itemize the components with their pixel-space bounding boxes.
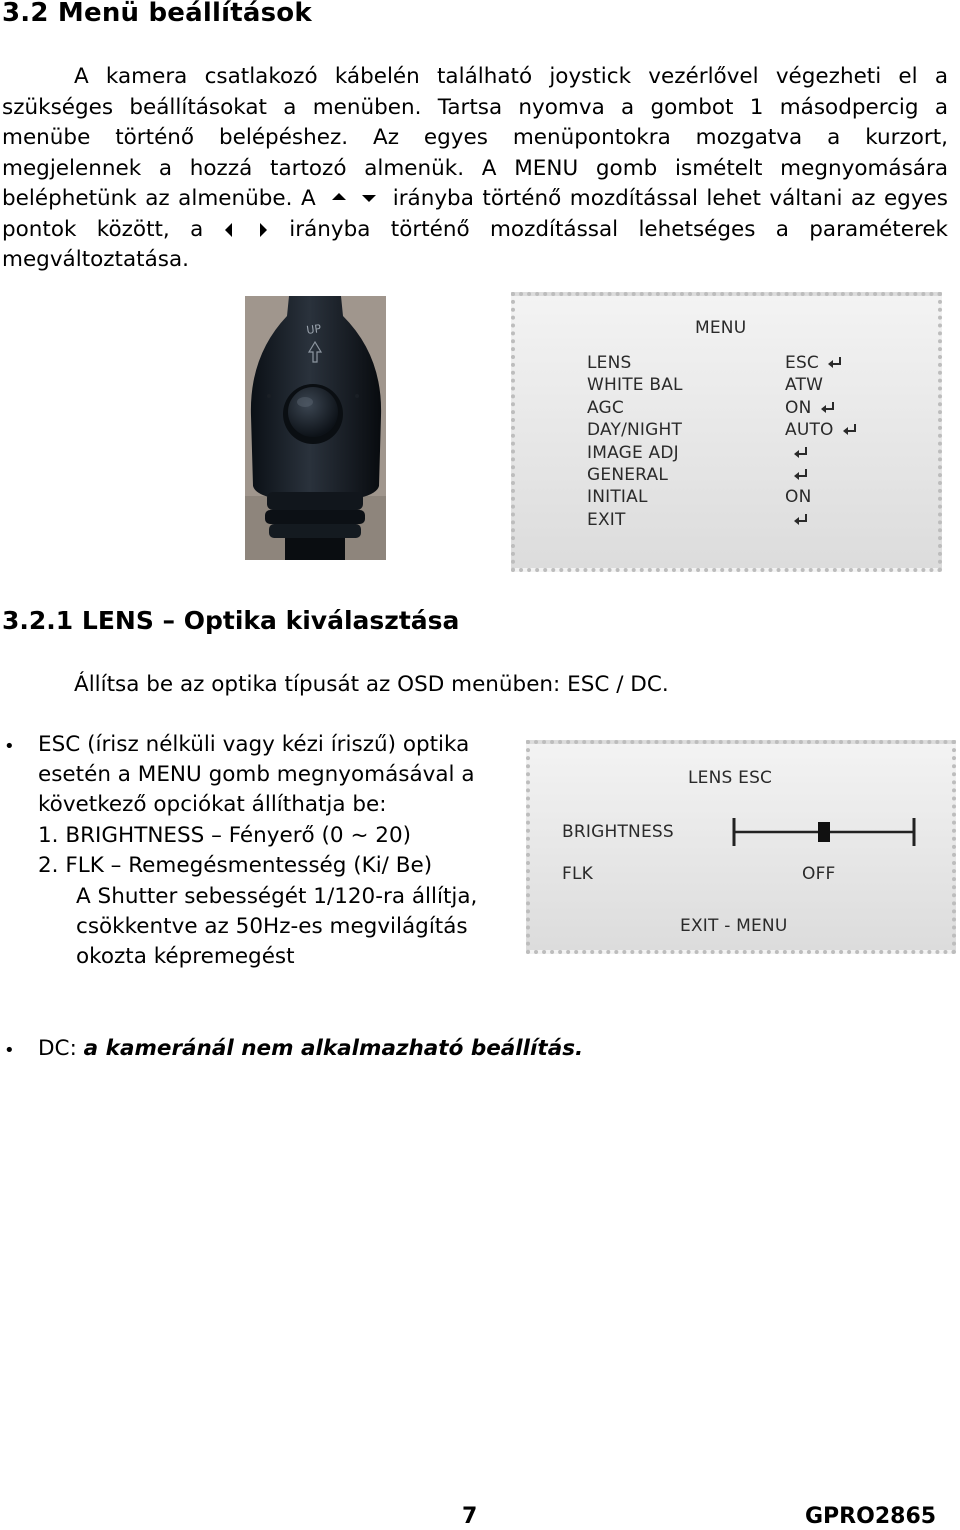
menu-item-value	[785, 420, 856, 440]
brightness-slider	[730, 814, 920, 850]
intro-text-2: irányba történő mozdítással lehet váltani az egyes pontok között, a	[2, 186, 948, 242]
menu-item-value-text: ON	[785, 487, 812, 508]
slider-thumb	[818, 822, 830, 842]
menu-item-label: GENERAL	[587, 465, 668, 485]
menu-item-value	[785, 353, 841, 373]
brightness-label: BRIGHTNESS	[562, 822, 674, 842]
lens-osd-panel	[526, 740, 956, 954]
menu-item-value	[785, 398, 834, 418]
esc-line: csökkentve az 50Hz-es megvilágítás	[76, 914, 468, 939]
enter-icon	[793, 515, 807, 525]
menu-item-label: INITIAL	[587, 487, 648, 508]
page-number: 7	[462, 1504, 478, 1529]
arrow-down-icon	[362, 195, 376, 202]
menu-item-value-text: ATW	[785, 375, 824, 396]
lens-osd-title: LENS ESC	[688, 768, 773, 788]
menu-item-value-text: ON	[785, 397, 812, 418]
flk-value: OFF	[802, 864, 836, 884]
bullet-icon: •	[4, 736, 15, 757]
joystick-photo	[245, 296, 386, 560]
intro-paragraph	[2, 62, 948, 276]
menu-osd-title: MENU	[695, 318, 747, 338]
model-number: GPRO2865	[805, 1504, 937, 1529]
enter-icon	[842, 425, 856, 435]
menu-item-value	[785, 487, 812, 507]
menu-osd-panel	[511, 292, 942, 572]
menu-item-value	[785, 465, 807, 485]
arrow-up-icon	[332, 193, 346, 200]
esc-line: esetén a MENU gomb megnyomásával a	[38, 762, 475, 787]
menu-item-label: LENS	[587, 353, 632, 373]
esc-line: ESC (írisz nélküli vagy kézi íriszű) optika	[38, 732, 470, 757]
enter-icon	[820, 403, 834, 413]
lens-section-title: 3.2.1 LENS – Optika kiválasztása	[2, 606, 460, 635]
dc-bullet-text	[38, 1036, 583, 1061]
dc-prefix: DC:	[38, 1036, 84, 1061]
menu-item-value	[785, 443, 807, 463]
svg-text:UP: UP	[305, 322, 322, 337]
menu-item-value	[785, 375, 823, 395]
intro-text-3: irányba történő mozdítással lehetséges a paraméterek megváltoztatása.	[2, 216, 948, 272]
esc-line: 1. BRIGHTNESS – Fényerő (0 ~ 20)	[38, 823, 412, 848]
arrow-right-icon	[260, 223, 267, 237]
bullet-icon: •	[4, 1040, 15, 1061]
menu-item-label: AGC	[587, 397, 624, 418]
lens-intro: Állítsa be az optika típusát az OSD menüben: ESC / DC.	[74, 672, 669, 697]
menu-item-label: EXIT	[587, 509, 626, 530]
enter-icon	[793, 448, 807, 458]
esc-line: 2. FLK – Remegésmentesség (Ki/ Be)	[38, 853, 433, 878]
menu-item-label: IMAGE ADJ	[587, 442, 679, 463]
arrow-left-icon	[225, 223, 232, 237]
enter-icon	[793, 470, 807, 480]
esc-line: okozta képremegést	[76, 944, 295, 969]
lens-osd-exit: EXIT - MENU	[680, 916, 788, 936]
menu-item-value-text: AUTO	[785, 420, 834, 441]
flk-label: FLK	[562, 864, 593, 884]
enter-icon	[827, 358, 841, 368]
dc-note: a kameránál nem alkalmazható beállítás.	[83, 1036, 584, 1061]
esc-line: következő opciókat állíthatja be:	[38, 792, 387, 817]
menu-item-value-text: ESC	[785, 353, 820, 373]
menu-item-label: WHITE BAL	[587, 375, 683, 396]
menu-item-value	[785, 510, 807, 530]
intro-text-1: A kamera csatlakozó kábelén található joystick vezérlővel végezheti el a szükséges beállításokat a menüben. Tartsa nyomva a gombot 1 másodpercig a menübe történő belépéshez. Az egyes menüpontokra mozgatva a kurzort, megjelennek a hozzá tartozó almenük. A MENU gomb ismételt megnyomására beléphetünk az almenübe. A	[2, 64, 948, 211]
section-title: 3.2 Menü beállítások	[2, 0, 312, 28]
menu-item-label: DAY/NIGHT	[587, 420, 683, 441]
esc-line: A Shutter sebességét 1/120-ra állítja,	[76, 884, 478, 909]
